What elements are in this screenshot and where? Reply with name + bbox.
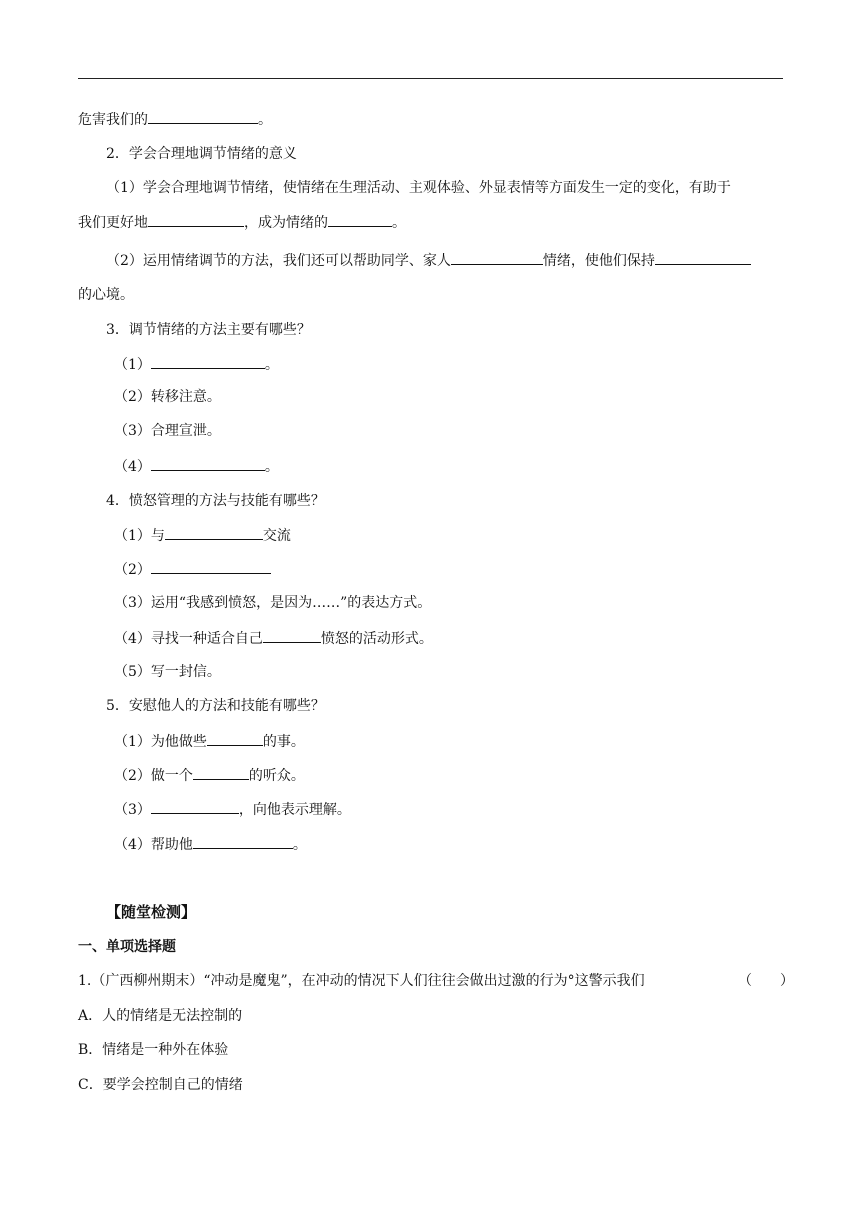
text-line: 危害我们的 。 xyxy=(78,109,272,130)
fill-blank[interactable] xyxy=(328,212,392,227)
quiz-part-heading: 一、单项选择题 xyxy=(78,939,176,955)
list-item: （1）为他做些 的事。 xyxy=(114,731,305,752)
fill-blank[interactable] xyxy=(151,354,265,369)
list-item: （4） 。 xyxy=(114,456,279,477)
fill-blank[interactable] xyxy=(451,250,543,265)
fill-blank[interactable] xyxy=(148,212,244,227)
quiz-title: 【随堂检测】 xyxy=(106,903,197,921)
list-item: （3）合理宣泄。 xyxy=(114,423,221,439)
fill-blank[interactable] xyxy=(165,525,263,540)
section-heading: 5．安慰他人的方法和技能有哪些？ xyxy=(106,698,325,714)
list-item: （4）帮助他 。 xyxy=(114,834,307,855)
paragraph-line: （2）运用情绪调节的方法，我们还可以帮助同学、家人 情绪，使他们保持 xyxy=(106,250,751,271)
section-heading: 2．学会合理地调节情绪的意义 xyxy=(106,146,297,162)
list-item: （5）写一封信。 xyxy=(114,664,221,680)
list-item: （4）寻找一种适合自己 愤怒的活动形式。 xyxy=(114,628,433,649)
fill-blank[interactable] xyxy=(193,834,293,849)
option-a[interactable]: A．人的情绪是无法控制的 xyxy=(78,1008,243,1024)
list-item: （1） 。 xyxy=(114,354,279,375)
header-rule xyxy=(78,78,783,79)
fill-blank[interactable] xyxy=(151,456,265,471)
fill-blank[interactable] xyxy=(207,731,263,746)
section-heading: 4．愤怒管理的方法与技能有哪些？ xyxy=(106,493,325,509)
question-text: 1.（广西柳州期末）“冲动是魔鬼”，在冲动的情况下人们往往会做出过激的行为°这警示我们 xyxy=(78,973,645,989)
list-item: （3） ，向他表示理解。 xyxy=(114,799,351,820)
section-heading: 3．调节情绪的方法主要有哪些？ xyxy=(106,322,311,338)
fill-blank[interactable] xyxy=(655,250,751,265)
list-item: （3）运用“我感到愤怒，是因为……”的表达方式。 xyxy=(114,595,432,611)
fill-blank[interactable] xyxy=(148,109,258,124)
list-item: （1）与 交流 xyxy=(114,525,291,546)
list-item: （2） xyxy=(114,559,271,580)
list-item: （2）转移注意。 xyxy=(114,389,221,405)
fill-blank[interactable] xyxy=(193,765,249,780)
paragraph-line: （1）学会合理地调节情绪，使情绪在生理活动、主观体验、外显表情等方面发生一定的变化，有助于 xyxy=(106,180,731,196)
answer-paren[interactable]: （ ） xyxy=(738,973,794,989)
option-b[interactable]: B．情绪是一种外在体验 xyxy=(78,1042,229,1058)
list-item: （2）做一个 的听众。 xyxy=(114,765,305,786)
fill-blank[interactable] xyxy=(151,559,271,574)
option-c[interactable]: C．要学会控制自己的情绪 xyxy=(78,1077,243,1093)
paragraph-line: 的心境。 xyxy=(78,287,134,303)
paragraph-line: 我们更好地 ，成为情绪的 。 xyxy=(78,212,406,233)
fill-blank[interactable] xyxy=(263,628,321,643)
fill-blank[interactable] xyxy=(151,799,239,814)
